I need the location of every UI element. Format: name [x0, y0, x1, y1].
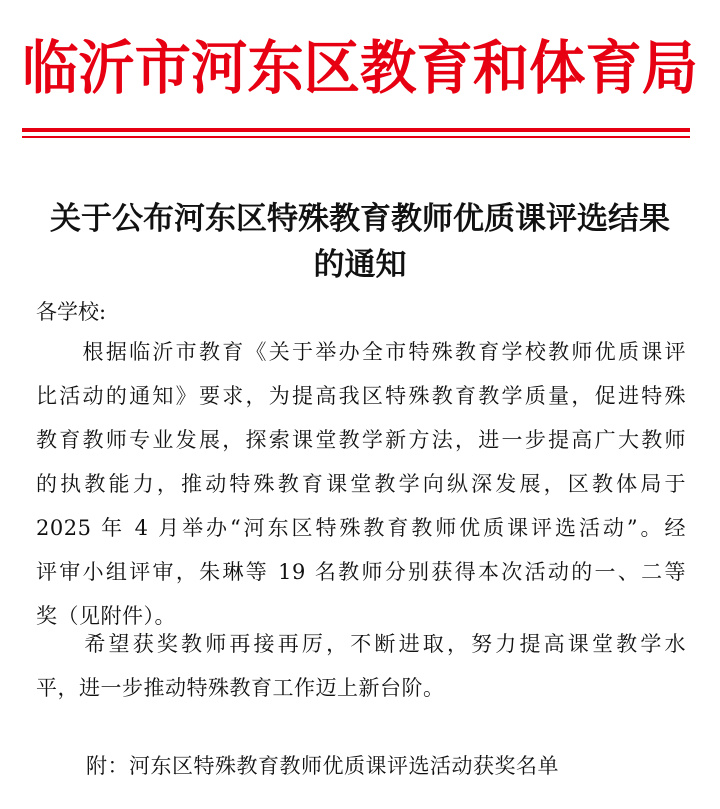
notice-title [20, 196, 700, 288]
paragraph-line: 教育教师专业发展，探索课堂教学新方法，进一步提高广大教师 [36, 428, 686, 452]
paragraph-line: 2025 年 4 月举办“河东区特殊教育教师优质课评选活动”。经 [36, 516, 686, 540]
attachment-note: 附：河东区特殊教育教师优质课评选活动获奖名单 [86, 754, 559, 778]
paragraph-line: 的执教能力，推动特殊教育课堂教学向纵深发展，区教体局于 [36, 472, 686, 496]
paragraph-line: 奖（见附件）。 [36, 604, 176, 628]
paragraph-line: 平，进一步推动特殊教育工作迈上新台阶。 [36, 676, 445, 700]
body-paragraph-2 [36, 622, 686, 710]
paragraph-line: 希望获奖教师再接再厉，不断进取，努力提高课堂教学水 [36, 632, 686, 656]
paragraph-line: 根据临沂市教育《关于举办全市特殊教育学校教师优质课评 [36, 340, 686, 364]
notice-title-line-1: 关于公布河东区特殊教育教师优质课评选结果 [50, 201, 670, 237]
masthead-rule-thick [22, 128, 690, 132]
masthead-rule-thin [22, 136, 690, 138]
masthead-org-name: 临沂市河东区教育和体育局 [22, 34, 698, 102]
paragraph-line: 评审小组评审，朱琳等 19 名教师分别获得本次活动的一、二等 [36, 560, 686, 584]
notice-title-line-2: 的通知 [313, 247, 407, 283]
salutation: 各学校: [36, 300, 107, 324]
body-paragraph-1 [36, 330, 686, 638]
paragraph-line: 比活动的通知》要求，为提高我区特殊教育教学质量，促进特殊 [36, 384, 686, 408]
